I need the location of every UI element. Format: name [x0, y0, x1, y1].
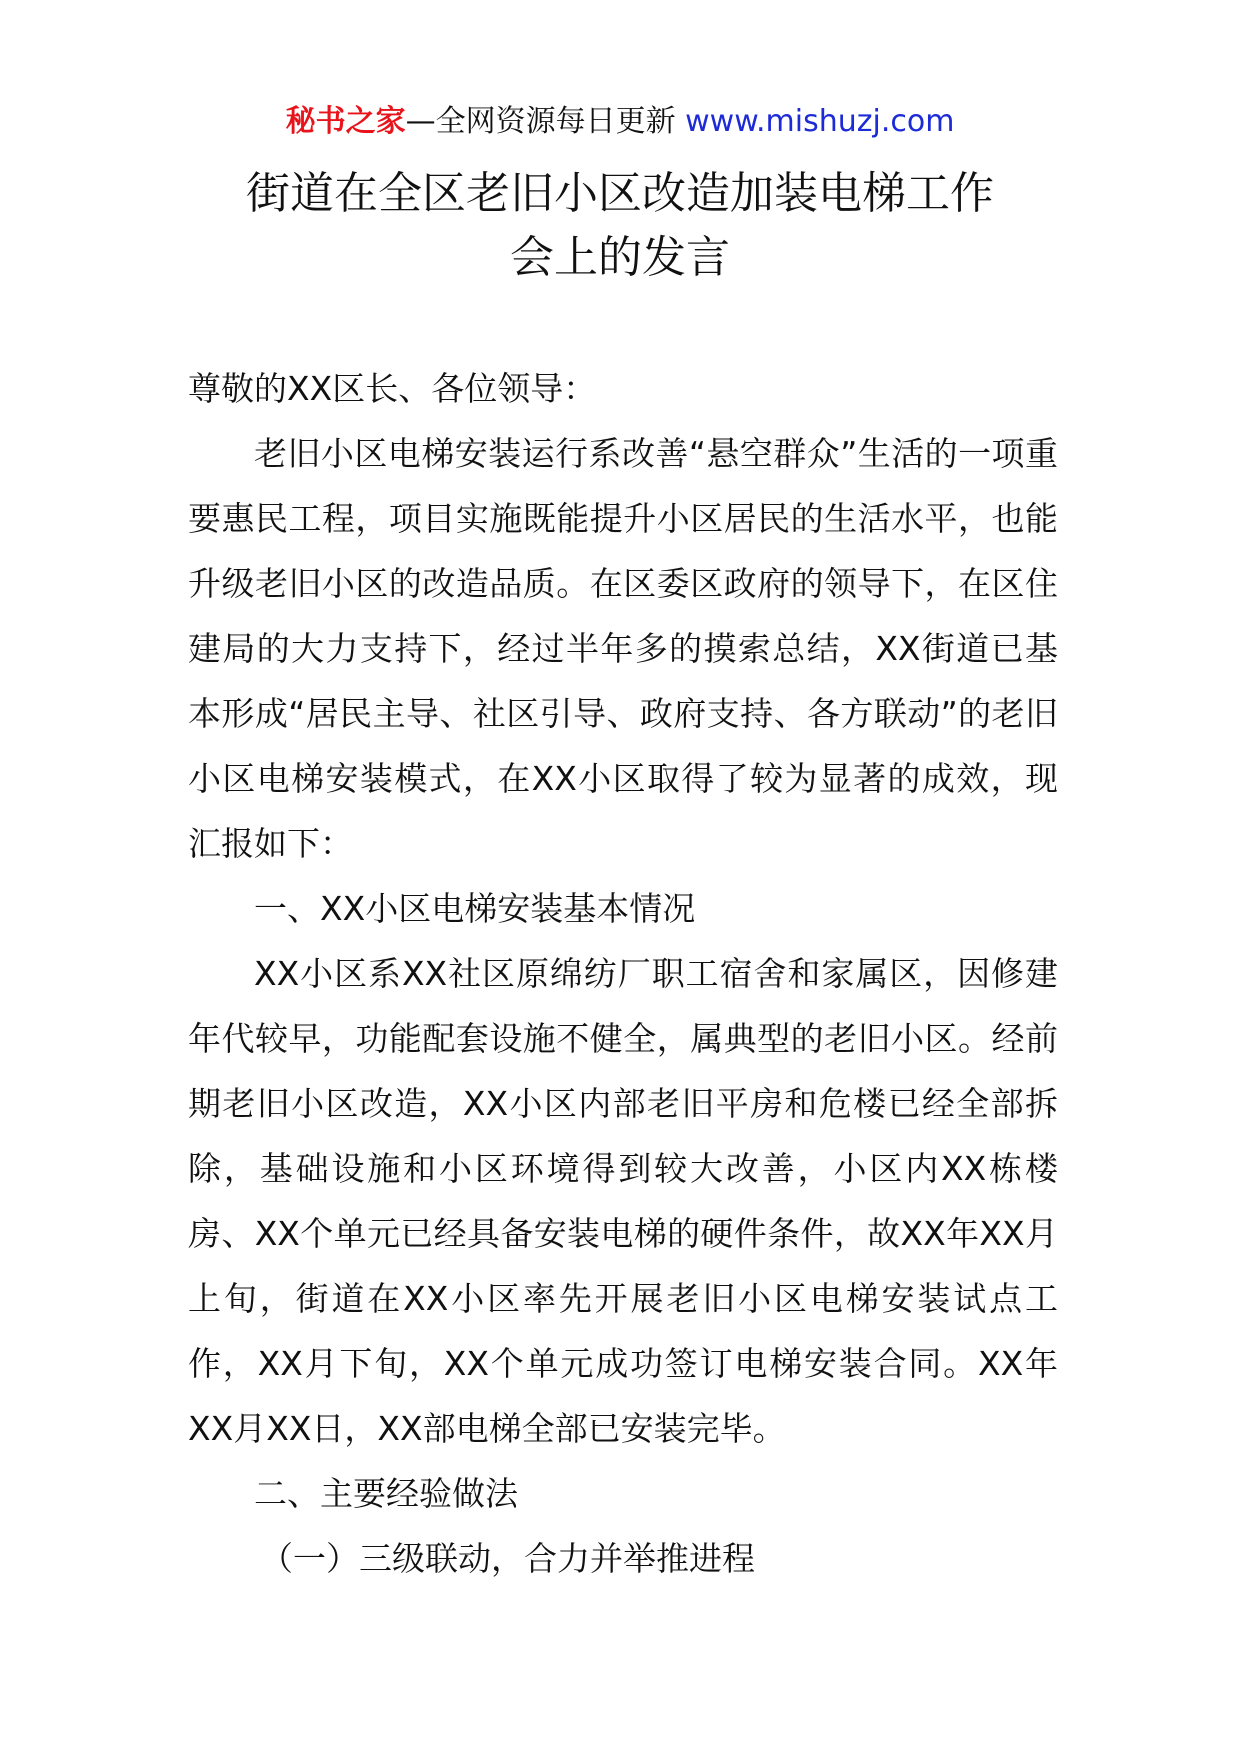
- header-slogan: —全网资源每日更新: [405, 104, 686, 139]
- title-line-2: 会上的发言: [510, 232, 730, 283]
- paragraph-intro: 老旧小区电梯安装运行系改善“悬空群众”生活的一项重要惠民工程，项目实施既能提升小区居民的生活水平，也能升级老旧小区的改造品质。在区委区政府的领导下，在区住建局的大力支持下，经过半年多的摸索总结，XX街道已基本形成“居民主导、社区引导、政府支持、各方联动”的老旧小区电梯安装模式，在XX小区取得了较为显著的成效，现汇报如下：: [188, 434, 1058, 863]
- section-heading-1: 一、XX小区电梯安装基本情况: [254, 889, 696, 928]
- document-body: [188, 356, 1058, 1591]
- subsection-heading-1: （一）三级联动，合力并举推进程: [260, 1539, 755, 1578]
- brand-name: 秘书之家: [285, 104, 406, 139]
- paragraph-basic-info: XX小区系XX社区原绵纺厂职工宿舍和家属区，因修建年代较早，功能配套设施不健全，属典型的老旧小区。经前期老旧小区改造，XX小区内部老旧平房和危楼已经全部拆除，基础设施和小区环境得到较大改善，小区内XX栋楼房、XX个单元已经具备安装电梯的硬件条件，故XX年XX月上旬，街道在XX小区率先开展老旧小区电梯安装试点工作，XX月下旬，XX个单元成功签订电梯安装合同。XX年XX月XX日，XX部电梯全部已安装完毕。: [188, 954, 1058, 1448]
- document-title: [0, 162, 1240, 290]
- watermark-header: [0, 100, 1240, 144]
- title-line-1: 街道在全区老旧小区改造加装电梯工作: [246, 168, 994, 219]
- site-url[interactable]: www.mishuzj.com: [685, 104, 955, 139]
- salutation: 尊敬的XX区长、各位领导：: [188, 369, 597, 408]
- section-heading-2: 二、主要经验做法: [254, 1474, 518, 1513]
